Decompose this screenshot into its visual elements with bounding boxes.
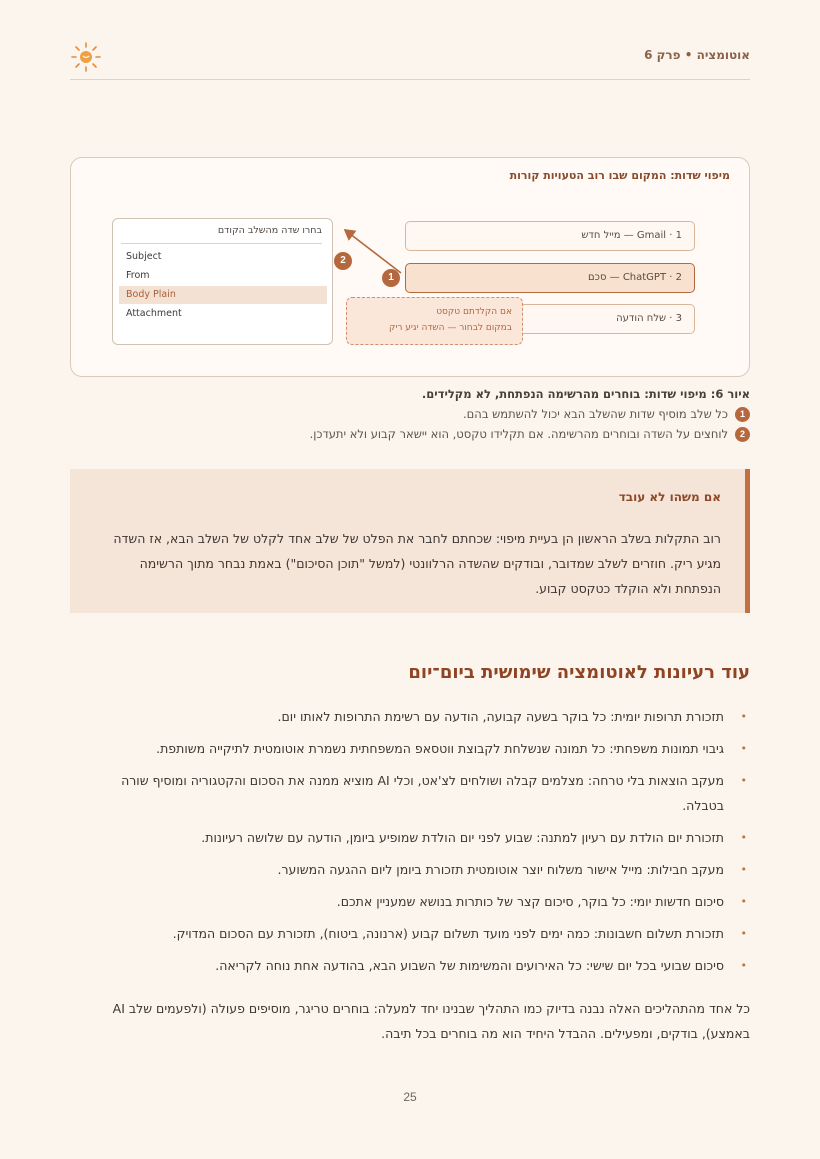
list-item — [90, 825, 750, 850]
note-text: לוחצים על השדה ובוחרים מהרשימה. אם תקלידו טקסט, הוא יישאר קבוע ולא יתעדכן. — [309, 427, 728, 441]
callout-title: אם משהו לא עובד — [618, 490, 721, 504]
caption-note — [70, 424, 750, 444]
step-label: 2 · ChatGPT — סכם — [588, 272, 682, 283]
list-item-text: תזכורת תשלום חשבונות: כמה ימים לפני מועד תשלום קבוע (ארנונה, ביטוח), תזכורת עם הסכום המדויק. — [172, 926, 724, 941]
step-label: 1 · Gmail — מייל חדש — [581, 230, 682, 241]
bullet-icon: • — [740, 863, 747, 876]
list-item-text: תזכורת תרופות יומית: כל בוקר בשעה קבועה, הודעה עם רשימת התרופות לאותו יום. — [277, 709, 724, 724]
step-label: 3 · שלח הודעה — [616, 313, 682, 324]
bullet-icon: • — [740, 710, 747, 723]
list-item — [90, 921, 750, 946]
dropdown-item-body-plain[interactable]: Body Plain — [119, 286, 327, 304]
dropdown-header: בחרו שדה מהשלב הקודם — [121, 225, 322, 244]
note-badge: 2 — [735, 427, 750, 442]
list-item-text: מעקב חבילות: מייל אישור משלוח יוצר אוטומטית תזכורת ביומן ליום ההגעה המשוער. — [277, 862, 724, 877]
list-item — [90, 889, 750, 914]
figure-caption — [70, 384, 750, 444]
list-item-text: מעקב הוצאות בלי טרחה: מצלמים קבלה ושולחים לצ'אט, וכלי AI מוציא ממנה את הסכום והקטגוריה ומוסיף שורה בטבלה. — [121, 773, 724, 813]
list-item-text: גיבוי תמונות משפחתי: כל תמונה שנשלחת לקבוצת ווטסאפ המשפחתית נשמרת אוטומטית לתיקייה משותפת. — [156, 741, 724, 756]
field-dropdown[interactable] — [112, 218, 333, 345]
warning-tooltip — [346, 297, 523, 345]
dropdown-item-subject[interactable]: Subject — [126, 251, 162, 262]
bullet-icon: • — [740, 831, 747, 844]
list-item — [90, 953, 750, 978]
bullet-icon: • — [740, 895, 747, 908]
caption-title: איור 6: מיפוי שדות: בוחרים מהרשימה הנפתחת, לא מקלידים. — [421, 387, 750, 401]
dropdown-item-attachment[interactable]: Attachment — [126, 308, 182, 319]
list-item — [90, 857, 750, 882]
list-item-text: תזכורת יום הולדת עם רעיון למתנה: שבוע לפני יום הולדת שמופיע ביומן, הודעה עם שלושה רעיונות. — [201, 830, 724, 845]
field-mapping-figure — [70, 157, 750, 377]
list-item — [90, 704, 750, 729]
callout-body: רוב התקלות בשלב הראשון הן בעיית מיפוי: שכחתם לחבר את הפלט של שלב אחד לקלט של השלב הבא, אז השדה מגיע ריק. חוזרים לשלב שמדובר, ובודקים שהשדה הרלוונטי (למשל "תוכן הסיכום") באמת נבחר מתוך הרשימה הנפתחת ולא הוקלד כטקסט קבוע. — [113, 531, 721, 596]
step-badge-2: 2 — [334, 252, 352, 270]
list-item — [90, 736, 750, 761]
list-item-text: סיכום חדשות יומי: כל בוקר, סיכום קצר של כותרות בנושא שמעניין אתכם. — [336, 894, 724, 909]
step-gmail[interactable] — [405, 221, 695, 251]
list-item-text: סיכום שבועי בכל יום שישי: כל האירועים והמשימות של השבוע הבא, בהודעה אחת נוחה לקריאה. — [215, 958, 724, 973]
step-chatgpt[interactable] — [405, 263, 695, 293]
note-text: כל שלב מוסיף שדות שהשלב הבא יכול להשתמש בהם. — [463, 407, 728, 421]
note-badge: 1 — [735, 407, 750, 422]
step-badge-1: 1 — [382, 269, 400, 287]
figure-title: מיפוי שדות: המקום שבו רוב הטעויות קורות — [509, 169, 730, 182]
caption-note — [70, 404, 750, 424]
tooltip-line: במקום לבחור — השדה יגיע ריק — [388, 323, 512, 333]
page-header — [70, 38, 750, 80]
bullet-icon: • — [740, 959, 747, 972]
section-title: עוד רעיונות לאוטומציה שימושית ביום־יום — [408, 662, 750, 683]
bullet-icon: • — [740, 742, 747, 755]
bullet-icon: • — [740, 774, 747, 787]
dropdown-item-from[interactable]: From — [126, 270, 150, 281]
bullet-icon: • — [740, 927, 747, 940]
tooltip-line: אם הקלדתם טקסט — [436, 307, 512, 317]
sun-icon — [70, 41, 102, 73]
chapter-label: אוטומציה • פרק 6 — [644, 48, 750, 62]
page-number: 25 — [403, 1090, 417, 1104]
list-item — [90, 768, 750, 818]
ideas-list — [90, 704, 750, 985]
closing-paragraph: כל אחד מהתהליכים האלה נבנה בדיוק כמו התהליך שבנינו יחד למעלה: בוחרים טריגר, מוסיפים פעולה (ולפעמים שלב AI באמצע), בודקים, ומפעילים. ההבדל היחיד הוא מה בוחרים בכל תיבה. — [112, 1001, 750, 1041]
troubleshooting-callout — [70, 469, 750, 613]
